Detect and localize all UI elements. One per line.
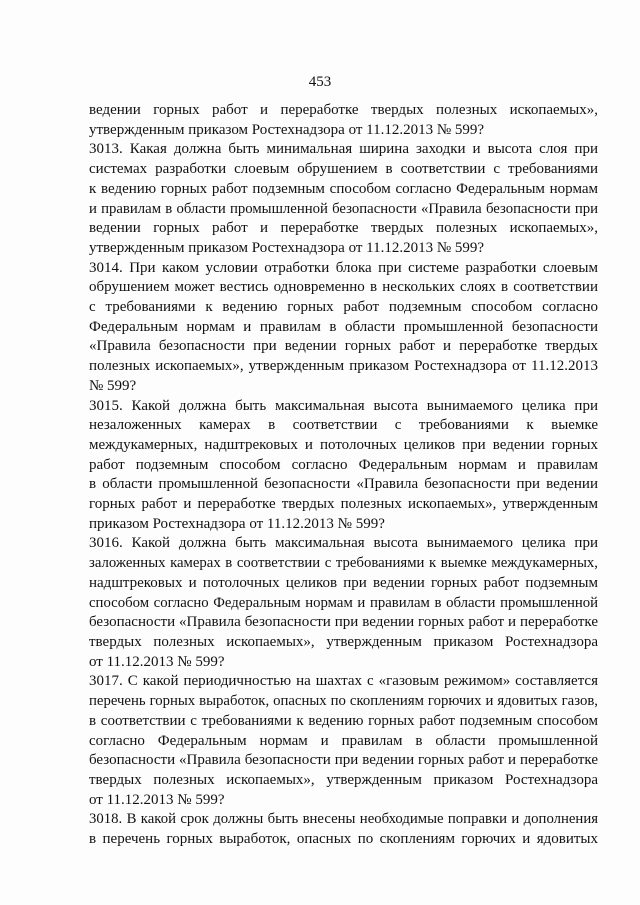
text-line: в перечень горных выработок, опасных по скоплениям горючих и ядовитых (89, 831, 598, 848)
text-line: безопасности «Правила безопасности при ведении горных работ и переработке (89, 752, 598, 769)
text-line: 3016. Какой должна быть максимальная высота вынимаемого целика при (89, 535, 598, 552)
text-line: работ подземным способом согласно Федеральным нормам и правилам (89, 456, 598, 473)
text-line: обрушением может вестись одновременно в нескольких слоях в соответствии (89, 279, 598, 296)
text-line: приказом Ростехнадзора от 11.12.2013 № 599? (89, 515, 385, 532)
text-line: междукамерных, надштрековых и потолочных целиков при ведении горных (89, 436, 598, 453)
text-line: «Правила безопасности при ведении горных работ и переработке твердых (89, 338, 598, 355)
body-text (89, 101, 598, 850)
text-line: 3013. Какая должна быть минимальная ширина заходки и высота слоя при (89, 141, 598, 158)
text-line: от 11.12.2013 № 599? (89, 791, 225, 808)
text-line: системах разработки слоевым обрушением в соответствии с требованиями (89, 161, 598, 178)
text-line: 3018. В какой срок должны быть внесены необходимые поправки и дополнения (89, 811, 598, 828)
text-line: перечень горных выработок, опасных по скоплениям горючих и ядовитых газов, (89, 693, 598, 710)
text-line: 3015. Какой должна быть максимальная высота вынимаемого целика при (89, 397, 598, 414)
text-line: ведении горных работ и переработке твердых полезных ископаемых», (89, 220, 598, 237)
text-line: в соответствии с требованиями к ведению горных работ подземным способом (89, 712, 598, 729)
text-line: к ведению горных работ подземным способом согласно Федеральным нормам (89, 180, 598, 197)
text-line: и правилам в области промышленной безопасности «Правила безопасности при (89, 200, 598, 217)
text-line: от 11.12.2013 № 599? (89, 653, 225, 670)
page-number: 453 (308, 74, 332, 90)
text-line: заложенных камерах в соответствии с требованиями к выемке междукамерных, (89, 555, 598, 572)
text-line: 3017. С какой периодичностью на шахтах с «газовым режимом» составляется (89, 673, 598, 690)
text-line: полезных ископаемых», утвержденным приказом Ростехнадзора от 11.12.2013 (89, 358, 598, 375)
text-line: твердых полезных ископаемых», утвержденным приказом Ростехнадзора (89, 633, 598, 650)
text-line: горных работ и переработке твердых полезных ископаемых», утвержденным (89, 496, 598, 513)
text-line: в области промышленной безопасности «Правила безопасности при ведении (89, 476, 598, 493)
text-line: 3014. При каком условии отработки блока при системе разработки слоевым (89, 259, 598, 276)
text-line: безопасности «Правила безопасности при ведении горных работ и переработке (89, 614, 598, 631)
text-line: Федеральным нормам и правилам в области промышленной безопасности (89, 318, 598, 335)
text-line: способом согласно Федеральным нормам и правилам в области промышленной (89, 594, 598, 611)
text-line: твердых полезных ископаемых», утвержденным приказом Ростехнадзора (89, 771, 598, 788)
text-line: ведении горных работ и переработке твердых полезных ископаемых», (89, 102, 598, 118)
text-line: № 599? (89, 377, 137, 394)
text-line: утвержденным приказом Ростехнадзора от 11.12.2013 № 599? (89, 239, 485, 256)
text-line: незаложенных камерах в соответствии с требованиями к выемке (89, 417, 598, 434)
text-line: согласно Федеральным нормам и правилам в области промышленной (89, 732, 598, 749)
text-line: с требованиями к ведению горных работ подземным способом согласно (89, 299, 598, 316)
text-line: утвержденным приказом Ростехнадзора от 11.12.2013 № 599? (89, 121, 485, 138)
text-line: надштрековых и потолочных целиков при ведении горных работ подземным (89, 574, 598, 591)
